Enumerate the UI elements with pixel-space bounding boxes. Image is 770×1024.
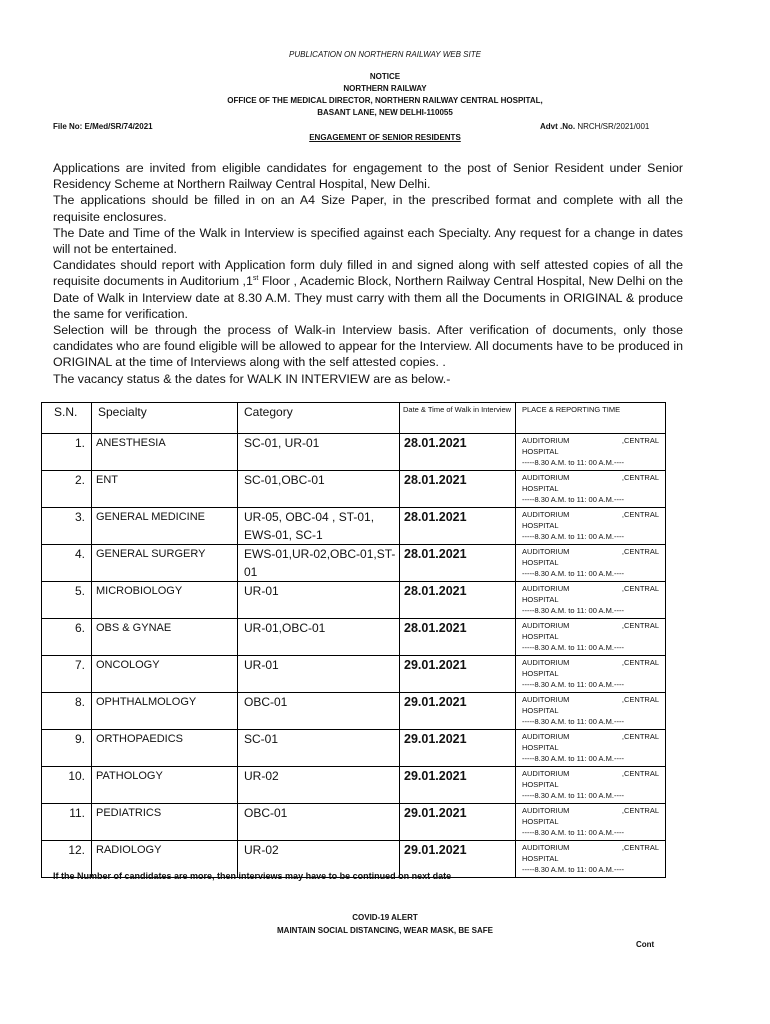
- row-sn: 9.: [42, 730, 92, 767]
- table-row: [42, 545, 666, 582]
- place-hospital: HOSPITAL: [522, 595, 559, 604]
- vacancy-table: [41, 402, 666, 878]
- row-date: 28.01.2021: [400, 619, 516, 656]
- place-auditorium: AUDITORIUM: [522, 547, 570, 556]
- place-auditorium: AUDITORIUM: [522, 510, 570, 519]
- row-place: [516, 730, 666, 767]
- table-row: [42, 804, 666, 841]
- header-place: PLACE & REPORTING TIME: [516, 403, 666, 434]
- place-line-1: [522, 842, 659, 853]
- row-sn: 2.: [42, 471, 92, 508]
- row-category: SC-01: [238, 730, 400, 767]
- continuation-note: If the Number of candidates are more, then interviews may have to be continued on next date: [53, 871, 452, 881]
- place-auditorium: AUDITORIUM: [522, 769, 570, 778]
- place-auditorium: AUDITORIUM: [522, 806, 570, 815]
- row-date: 28.01.2021: [400, 545, 516, 582]
- place-time: -----8.30 A.M. to 11: 00 A.M.----: [522, 754, 624, 763]
- row-date: 29.01.2021: [400, 656, 516, 693]
- place-auditorium: AUDITORIUM: [522, 695, 570, 704]
- notice-title: ENGAGEMENT OF SENIOR RESIDENTS: [309, 133, 461, 142]
- row-category: UR-01: [238, 656, 400, 693]
- row-sn: 3.: [42, 508, 92, 545]
- row-specialty: ORTHOPAEDICS: [92, 730, 238, 767]
- place-auditorium: AUDITORIUM: [522, 732, 570, 741]
- row-place: [516, 767, 666, 804]
- place-central: ,CENTRAL: [621, 473, 659, 482]
- row-specialty: OBS & GYNAE: [92, 619, 238, 656]
- place-line-1: [522, 435, 659, 446]
- place-hospital: HOSPITAL: [522, 447, 559, 456]
- row-specialty: ANESTHESIA: [92, 434, 238, 471]
- row-sn: 12.: [42, 841, 92, 878]
- row-sn: 10.: [42, 767, 92, 804]
- place-central: ,CENTRAL: [621, 436, 659, 445]
- place-hospital: HOSPITAL: [522, 780, 559, 789]
- row-category: OBC-01: [238, 693, 400, 730]
- para-selection: Selection will be through the process of Walk-in Interview basis. After verification of documents, only those candidates who are found eligible will be allowed to appear for the Interview. All documents have to be produced in ORIGINAL at the time of Interviews along with the self attested copies. .: [53, 323, 683, 370]
- table-row: [42, 619, 666, 656]
- advt-label: Advt .No.: [540, 122, 576, 131]
- place-time: -----8.30 A.M. to 11: 00 A.M.----: [522, 791, 624, 800]
- place-hospital: HOSPITAL: [522, 706, 559, 715]
- row-sn: 8.: [42, 693, 92, 730]
- place-hospital: HOSPITAL: [522, 817, 559, 826]
- place-line-1: [522, 472, 659, 483]
- row-specialty: ENT: [92, 471, 238, 508]
- row-date: 28.01.2021: [400, 508, 516, 545]
- row-date: 29.01.2021: [400, 693, 516, 730]
- table-row: [42, 656, 666, 693]
- row-sn: 11.: [42, 804, 92, 841]
- place-line-1: [522, 768, 659, 779]
- place-hospital: HOSPITAL: [522, 669, 559, 678]
- covid-alert-message: MAINTAIN SOCIAL DISTANCING, WEAR MASK, BE SAFE: [277, 926, 493, 935]
- notice-heading: NOTICE: [369, 72, 401, 81]
- place-line-1: [522, 657, 659, 668]
- row-place: [516, 545, 666, 582]
- row-place: [516, 693, 666, 730]
- row-place: [516, 804, 666, 841]
- row-specialty: GENERAL MEDICINE: [92, 508, 238, 545]
- place-central: ,CENTRAL: [621, 732, 659, 741]
- place-line-1: [522, 731, 659, 742]
- table-row: [42, 471, 666, 508]
- place-line-1: [522, 509, 659, 520]
- place-central: ,CENTRAL: [621, 510, 659, 519]
- place-time: -----8.30 A.M. to 11: 00 A.M.----: [522, 865, 624, 874]
- row-place: [516, 582, 666, 619]
- row-specialty: PEDIATRICS: [92, 804, 238, 841]
- place-time: -----8.30 A.M. to 11: 00 A.M.----: [522, 495, 624, 504]
- place-hospital: HOSPITAL: [522, 743, 559, 752]
- row-sn: 4.: [42, 545, 92, 582]
- place-central: ,CENTRAL: [621, 769, 659, 778]
- row-category: UR-01,OBC-01: [238, 619, 400, 656]
- place-central: ,CENTRAL: [621, 547, 659, 556]
- continued-marker: Cont: [636, 940, 655, 949]
- place-line-1: [522, 546, 659, 557]
- place-hospital: HOSPITAL: [522, 521, 559, 530]
- row-category: SC-01, UR-01: [238, 434, 400, 471]
- place-time: -----8.30 A.M. to 11: 00 A.M.----: [522, 606, 624, 615]
- row-place: [516, 656, 666, 693]
- row-date: 28.01.2021: [400, 582, 516, 619]
- header-date: Date & Time of Walk in Interview: [400, 403, 516, 434]
- place-time: -----8.30 A.M. to 11: 00 A.M.----: [522, 532, 624, 541]
- place-auditorium: AUDITORIUM: [522, 658, 570, 667]
- place-hospital: HOSPITAL: [522, 854, 559, 863]
- place-central: ,CENTRAL: [621, 843, 659, 852]
- place-time: -----8.30 A.M. to 11: 00 A.M.----: [522, 717, 624, 726]
- row-specialty: MICROBIOLOGY: [92, 582, 238, 619]
- table-row: [42, 582, 666, 619]
- row-place: [516, 508, 666, 545]
- table-row: [42, 434, 666, 471]
- table-row: [42, 693, 666, 730]
- place-auditorium: AUDITORIUM: [522, 621, 570, 630]
- office-address: BASANT LANE, NEW DELHI-110055: [317, 108, 453, 117]
- place-central: ,CENTRAL: [621, 806, 659, 815]
- para-reporting: [53, 257, 683, 322]
- place-auditorium: AUDITORIUM: [522, 584, 570, 593]
- table-row: [42, 767, 666, 804]
- row-sn: 6.: [42, 619, 92, 656]
- header-specialty: Specialty: [92, 403, 238, 434]
- row-specialty: ONCOLOGY: [92, 656, 238, 693]
- row-specialty: GENERAL SURGERY: [92, 545, 238, 582]
- para-reporting-a: Candidates should report with Application form duly filled in and signed along with self attested copies of all the requisite documents in Auditorium ,1: [53, 258, 683, 289]
- place-central: ,CENTRAL: [621, 695, 659, 704]
- para-interview-date: The Date and Time of the Walk in Interview is specified against each Specialty. Any request for a change in dates will not be entertained.: [53, 225, 683, 257]
- row-category: UR-02: [238, 767, 400, 804]
- place-hospital: HOSPITAL: [522, 632, 559, 641]
- para-application-format: The applications should be filled in on an A4 Size Paper, in the prescribed format and complete with all the requisite enclosures.: [53, 193, 683, 224]
- row-category: OBC-01: [238, 804, 400, 841]
- place-central: ,CENTRAL: [621, 658, 659, 667]
- place-time: -----8.30 A.M. to 11: 00 A.M.----: [522, 643, 624, 652]
- row-date: 29.01.2021: [400, 804, 516, 841]
- row-sn: 5.: [42, 582, 92, 619]
- table-header-row: [42, 403, 666, 434]
- place-time: -----8.30 A.M. to 11: 00 A.M.----: [522, 828, 624, 837]
- row-category: UR-05, OBC-04 , ST-01, EWS-01, SC-1: [238, 508, 400, 545]
- row-category: SC-01,OBC-01: [238, 471, 400, 508]
- notice-body: [53, 160, 683, 387]
- place-line-1: [522, 805, 659, 816]
- row-date: 28.01.2021: [400, 434, 516, 471]
- publication-header: PUBLICATION ON NORTHERN RAILWAY WEB SITE: [289, 50, 481, 59]
- place-time: -----8.30 A.M. to 11: 00 A.M.----: [522, 458, 624, 467]
- place-hospital: HOSPITAL: [522, 484, 559, 493]
- place-central: ,CENTRAL: [621, 584, 659, 593]
- row-place: [516, 841, 666, 878]
- place-hospital: HOSPITAL: [522, 558, 559, 567]
- para-vacancy-intro: The vacancy status & the dates for WALK IN INTERVIEW are as below.-: [53, 371, 451, 386]
- row-category: UR-01: [238, 582, 400, 619]
- table-row: [42, 508, 666, 545]
- covid-alert-title: COVID-19 ALERT: [352, 913, 418, 922]
- file-number: File No: E/Med/SR/74/2021: [53, 122, 153, 131]
- row-place: [516, 434, 666, 471]
- para-reporting-b: Floor , Academic Block, Northern Railway Central Hospital, New Delhi on the Date of Walk in Interview date at 8.30 A.M. They must carry with them all the Documents in ORIGINAL & produce the same for verification.: [53, 274, 683, 321]
- row-date: 28.01.2021: [400, 471, 516, 508]
- row-sn: 7.: [42, 656, 92, 693]
- row-date: 29.01.2021: [400, 730, 516, 767]
- header-category: Category: [238, 403, 400, 434]
- place-line-1: [522, 694, 659, 705]
- row-date: 29.01.2021: [400, 767, 516, 804]
- row-specialty: RADIOLOGY: [92, 841, 238, 878]
- place-auditorium: AUDITORIUM: [522, 473, 570, 482]
- row-date: 29.01.2021: [400, 841, 516, 878]
- superscript-st: st: [252, 275, 259, 283]
- row-specialty: PATHOLOGY: [92, 767, 238, 804]
- header-sn: S.N.: [42, 403, 92, 434]
- row-sn: 1.: [42, 434, 92, 471]
- row-place: [516, 471, 666, 508]
- place-auditorium: AUDITORIUM: [522, 436, 570, 445]
- advt-value: NRCH/SR/2021/001: [577, 122, 650, 131]
- place-line-1: [522, 620, 659, 631]
- row-category: UR-02: [238, 841, 400, 878]
- row-place: [516, 619, 666, 656]
- place-central: ,CENTRAL: [621, 621, 659, 630]
- advt-number: [540, 122, 649, 131]
- place-time: -----8.30 A.M. to 11: 00 A.M.----: [522, 569, 624, 578]
- place-auditorium: AUDITORIUM: [522, 843, 570, 852]
- table-row: [42, 730, 666, 767]
- para-invitation: Applications are invited from eligible candidates for engagement to the post of Senior Resident under Senior Residency Scheme at Northern Railway Central Hospital, New Delhi.: [53, 161, 683, 192]
- row-category: EWS-01,UR-02,OBC-01,ST-01: [238, 545, 400, 582]
- row-specialty: OPHTHALMOLOGY: [92, 693, 238, 730]
- place-line-1: [522, 583, 659, 594]
- place-time: -----8.30 A.M. to 11: 00 A.M.----: [522, 680, 624, 689]
- office-name: OFFICE OF THE MEDICAL DIRECTOR, NORTHERN RAILWAY CENTRAL HOSPITAL,: [227, 96, 543, 105]
- org-name: NORTHERN RAILWAY: [343, 84, 427, 93]
